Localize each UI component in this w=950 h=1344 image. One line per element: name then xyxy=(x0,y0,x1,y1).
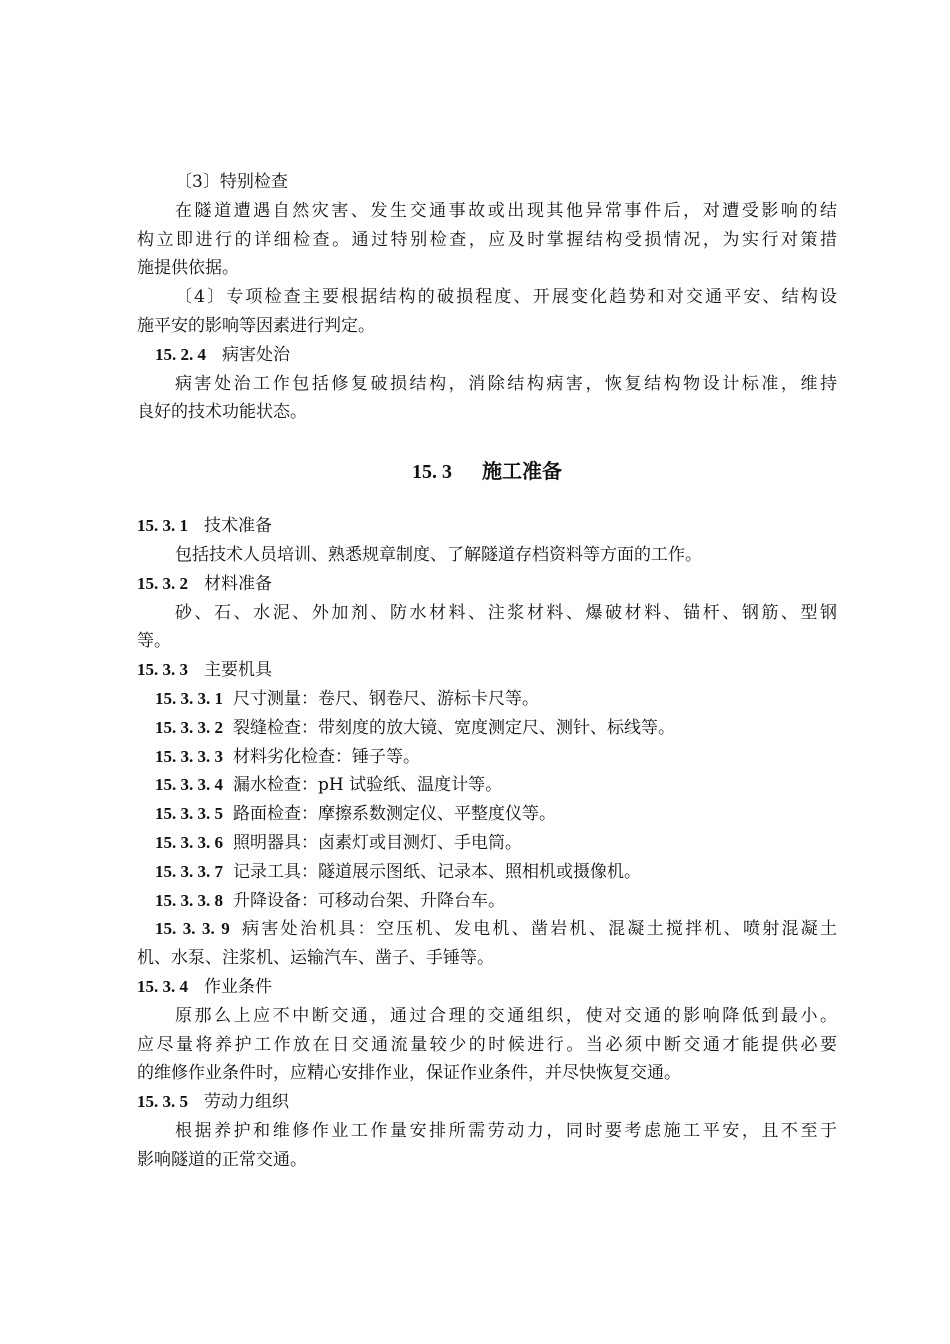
item-number: 15. 3. 3. 5 xyxy=(155,804,223,824)
item-text: 记录工具：隧道展示图纸、记录本、照相机或摄像机。 xyxy=(233,861,641,882)
section-number: 15. 3 xyxy=(412,461,453,484)
item-number: 15. 3. 3. 3 xyxy=(155,746,223,766)
clause-number: 15. 3. 2 xyxy=(137,573,188,593)
item-number: 15. 3. 3. 4 xyxy=(155,775,223,795)
item-text: 尺寸测量：卷尺、钢卷尺、游标卡尺等。 xyxy=(233,688,539,709)
clause-title: 劳动力组织 xyxy=(204,1092,289,1113)
paragraph-line: 砂、石、水泥、外加剂、防水材料、注浆材料、爆破材料、锚杆、钢筋、型钢 xyxy=(175,602,837,623)
paragraph-line: 施提供依据。 xyxy=(137,258,239,279)
item-text: 材料劣化检查：锤子等。 xyxy=(233,746,420,767)
item-text: 照明器具：卤素灯或目测灯、手电筒。 xyxy=(233,832,522,853)
section-title: 施工准备 xyxy=(481,459,562,484)
clause-title: 主要机具 xyxy=(204,660,272,681)
paragraph-line: 构立即进行的详细检查。通过特别检查，应及时掌握结构受损情况，为实行对策措 xyxy=(137,229,837,250)
item-text: 病害处治机具：空压机、发电机、凿岩机、混凝土搅拌机、喷射混凝土 xyxy=(239,919,838,940)
paragraph-line: 〔4〕专项检查主要根据结构的破损程度、开展变化趋势和对交通平安、结构设 xyxy=(175,287,837,308)
list-item xyxy=(137,858,837,887)
paragraph-line: 包括技术人员培训、熟悉规章制度、了解隧道存档资料等方面的工作。 xyxy=(175,544,702,565)
list-item xyxy=(137,714,837,743)
paragraph-line: 在隧道遭遇自然灾害、发生交通事故或出现其他异常事件后，对遭受影响的结 xyxy=(175,200,837,221)
list-item xyxy=(137,887,837,916)
subsection-3-title: 〔3〕特别检查 xyxy=(175,172,288,192)
list-item xyxy=(137,743,837,772)
clause-number: 15. 3. 3 xyxy=(137,660,188,680)
document-page xyxy=(137,168,837,1175)
list-item xyxy=(137,915,837,944)
clause-15-3-4 xyxy=(137,973,837,1002)
clause-title: 材料准备 xyxy=(204,573,272,594)
clause-title: 技术准备 xyxy=(204,516,272,537)
item-text: 路面检查：摩擦系数测定仪、平整度仪等。 xyxy=(233,804,556,825)
list-item xyxy=(137,685,837,714)
item-number: 15. 3. 3. 6 xyxy=(155,832,223,852)
paragraph-line: 病害处治工作包括修复破损结构，消除结构病害，恢复结构物设计标准，维持 xyxy=(175,373,837,394)
paragraph-line: 等。 xyxy=(137,631,171,652)
clause-15-2-4 xyxy=(137,341,837,370)
clause-15-3-1 xyxy=(137,512,837,541)
clause-15-3-2 xyxy=(137,570,837,599)
item-text: 漏水检查：pH 试验纸、温度计等。 xyxy=(233,775,503,796)
clause-number: 15. 3. 5 xyxy=(137,1092,188,1112)
list-item xyxy=(137,829,837,858)
paragraph-line: 机、水泵、注浆机、运输汽车、凿子、手锤等。 xyxy=(137,948,494,969)
paragraph-line: 应尽量将养护工作放在日交通流量较少的时候进行。当必须中断交通才能提供必要 xyxy=(137,1034,837,1055)
clause-number: 15. 2. 4 xyxy=(155,344,206,364)
paragraph-line: 根据养护和维修作业工作量安排所需劳动力，同时要考虑施工平安，且不至于 xyxy=(175,1120,837,1141)
item-number: 15. 3. 3. 8 xyxy=(155,890,223,910)
item-text: 升降设备：可移动台架、升降台车。 xyxy=(233,890,505,911)
paragraph-line: 良好的技术功能状态。 xyxy=(137,402,307,423)
section-heading xyxy=(137,457,837,486)
item-number: 15. 3. 3. 2 xyxy=(155,717,223,737)
clause-15-3-3 xyxy=(137,656,837,685)
paragraph-line: 的维修作业条件时，应精心安排作业，保证作业条件，并尽快恢复交通。 xyxy=(137,1063,681,1084)
list-item xyxy=(137,800,837,829)
list-item xyxy=(137,771,837,800)
clause-15-3-5 xyxy=(137,1088,837,1117)
clause-title: 作业条件 xyxy=(204,976,272,997)
clause-number: 15. 3. 4 xyxy=(137,976,188,996)
paragraph-line: 原那么上应不中断交通，通过合理的交通组织，使对交通的影响降低到最小。 xyxy=(175,1005,837,1026)
item-number: 15. 3. 3. 1 xyxy=(155,688,223,708)
clause-title: 病害处治 xyxy=(222,344,290,365)
clause-number: 15. 3. 1 xyxy=(137,516,188,536)
item-text: 裂缝检查：带刻度的放大镜、宽度测定尺、测针、标线等。 xyxy=(233,717,675,738)
item-number: 15. 3. 3. 7 xyxy=(155,861,223,881)
item-number: 15. 3. 3. 9 xyxy=(155,919,230,939)
paragraph-line: 影响隧道的正常交通。 xyxy=(137,1149,307,1170)
paragraph-line: 施平安的影响等因素进行判定。 xyxy=(137,315,375,336)
